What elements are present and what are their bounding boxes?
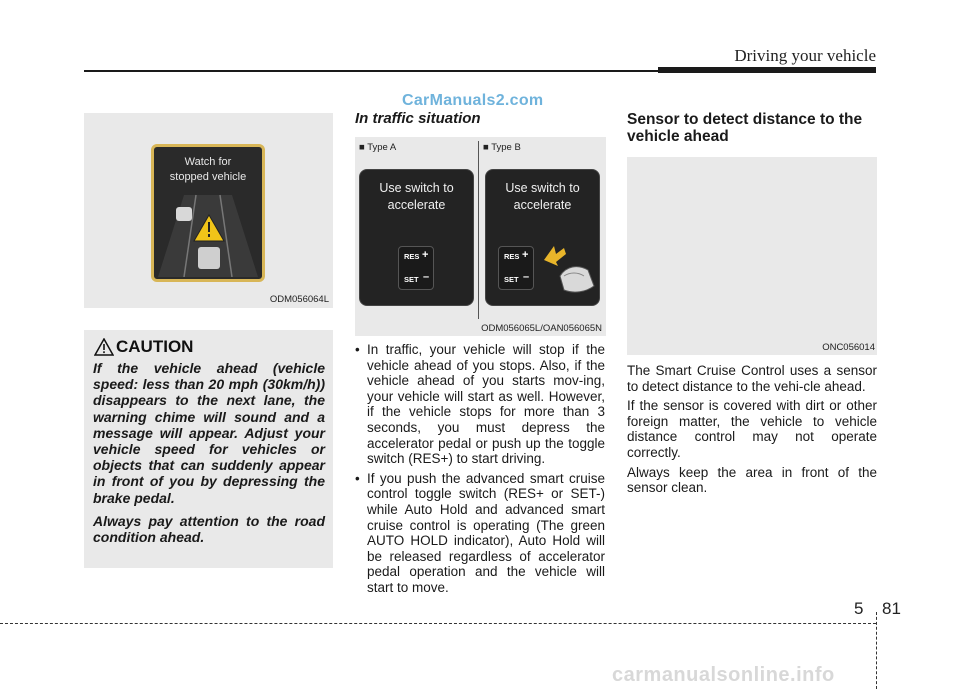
sensor-paragraph-1: The Smart Cruise Control uses a sensor to detect distance to the vehi-cle ahead. [627, 363, 877, 394]
sensor-heading: Sensor to detect distance to the vehicle ahead [627, 111, 863, 145]
caution-paragraph-1: If the vehicle ahead (vehicle speed: less than 20 mph (30km/h)) disappears to the next lane, the warning chime will sound and a message will appear. Adjust your vehicle speed for vehicles or objects that can suddenly appear in front of you by depressing the brake pedal. [93, 360, 325, 506]
type-a-label: ■ Type A [359, 142, 397, 153]
traffic-bullets [355, 342, 605, 600]
middle-figure [355, 137, 606, 336]
type-a-screen-line-2: accelerate [387, 198, 446, 212]
type-a-toggle-switch [398, 246, 434, 290]
figure-divider [478, 141, 479, 319]
caution-box [84, 330, 333, 568]
type-b-screen-line-2: accelerate [513, 198, 572, 212]
page-separator [876, 612, 877, 689]
type-a-screen-line-1: Use switch to [379, 181, 454, 195]
road-scene-icon [154, 187, 262, 277]
type-b-label: ■ Type B [483, 142, 521, 153]
arrow-hand-icon [534, 240, 598, 300]
bullet-text-2: If you push the advanced smart cruise control toggle switch (RES+ or SET-) while Auto Hold and advanced smart cruise control is operating (The green AUTO HOLD indicator), Auto Hold will be released regardless of accelerator pedal operation and the vehicle will start to move. [367, 470, 605, 595]
type-b-toggle-switch [498, 246, 534, 290]
left-figure [84, 113, 333, 308]
page-number: 81 [882, 599, 901, 618]
figure-code: ODM056064L [269, 294, 329, 305]
bullet-icon: • [355, 470, 360, 486]
list-item [355, 342, 605, 467]
minus-icon: – [423, 271, 430, 283]
display-line-2: stopped vehicle [169, 171, 247, 183]
caution-body [93, 360, 325, 552]
cluster-display [151, 144, 265, 282]
sensor-body [627, 363, 877, 500]
res-label: RES [504, 252, 520, 261]
right-figure [627, 157, 877, 355]
warning-triangle-icon [94, 338, 114, 356]
bullet-icon: • [355, 342, 360, 357]
plus-icon: + [422, 249, 429, 261]
watermark-bottom: carmanualsonline.info [612, 664, 835, 686]
plus-icon: + [522, 249, 529, 261]
type-b-screen-line-1: Use switch to [505, 181, 580, 195]
header-rule-thick [658, 67, 876, 73]
caution-paragraph-2: Always pay attention to the road condition ahead. [93, 512, 325, 546]
traffic-heading: In traffic situation [355, 110, 481, 127]
minus-icon: – [523, 271, 530, 283]
display-line-1: Watch for [184, 156, 232, 168]
set-label: SET [404, 275, 419, 284]
right-figure-code: ONC056014 [822, 342, 875, 353]
middle-figure-code: ODM056065L/OAN056065N [481, 323, 602, 334]
caution-title: CAUTION [116, 337, 194, 356]
bullet-text-1: In traffic, your vehicle will stop if the vehicle ahead of you stops. Also, if the vehicle ahead of you starts mov-ing, your vehicle will start as well. However, if the vehicle stops for more than 3 seconds, you must depress the accelerator pedal or push up the toggle switch (RES+) to start driving. [367, 342, 605, 467]
sensor-paragraph-2: If the sensor is covered with dirt or other foreign matter, the vehicle to vehicle distance control may not operate correctly. [627, 398, 877, 460]
footer-rule [0, 623, 876, 624]
type-b-screen [485, 169, 600, 306]
res-label: RES [404, 252, 420, 261]
set-label: SET [504, 275, 519, 284]
section-title: Driving your vehicle [734, 46, 876, 65]
chapter-number: 5 [854, 599, 864, 618]
list-item [355, 471, 605, 596]
type-a-screen [359, 169, 474, 306]
sensor-paragraph-3: Always keep the area in front of the sensor clean. [627, 464, 877, 496]
watermark-top: CarManuals2.com [402, 92, 544, 109]
